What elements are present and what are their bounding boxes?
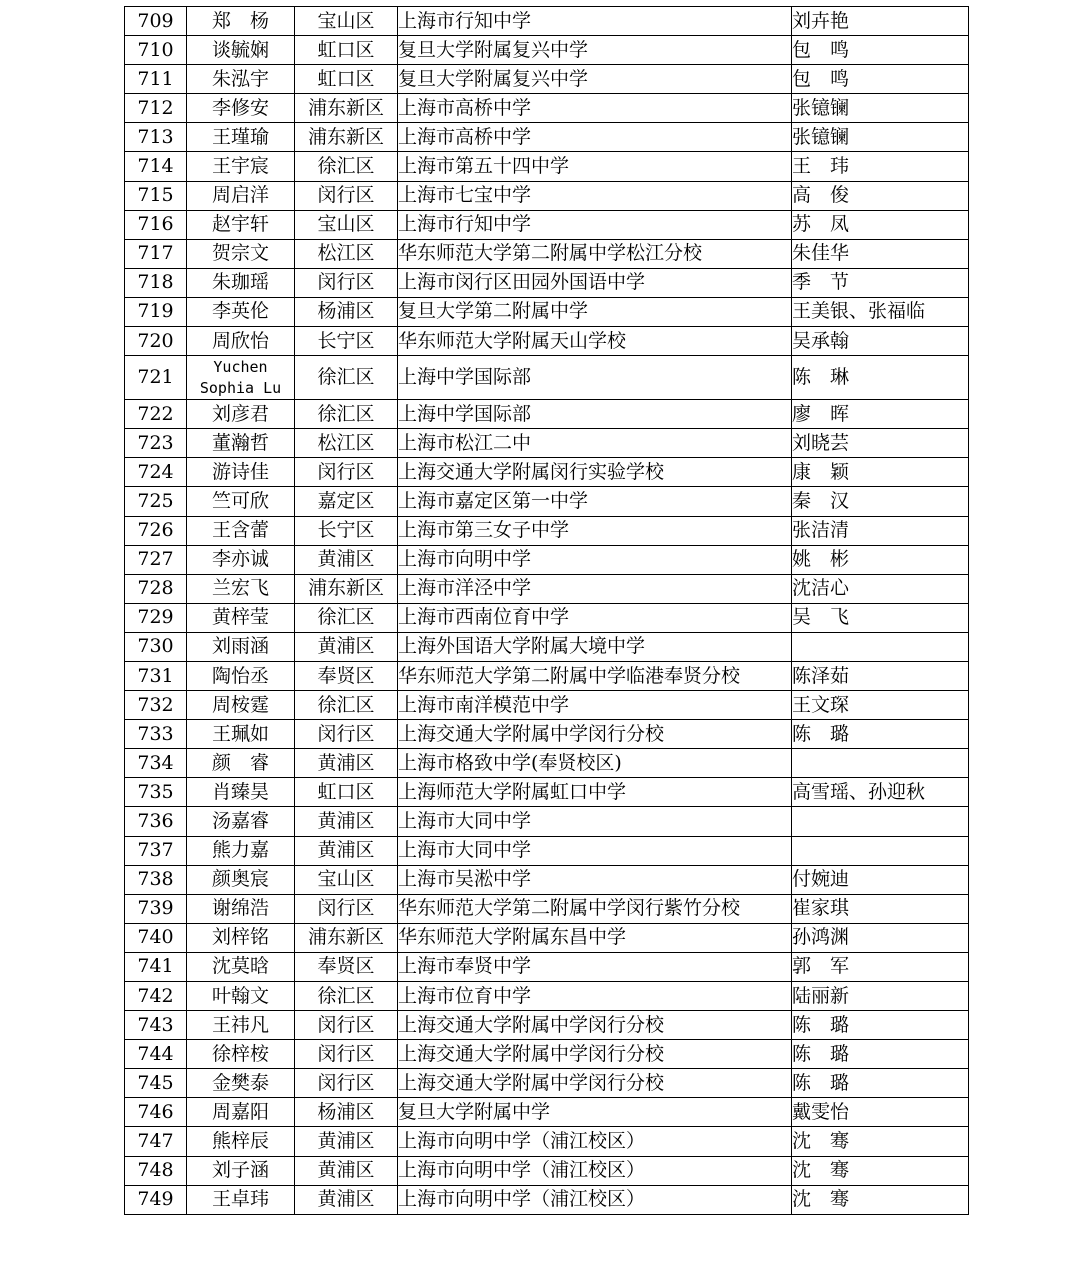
roster-table bbox=[124, 6, 969, 1215]
cell-district: 浦东新区 bbox=[295, 574, 398, 603]
cell-number: 736 bbox=[125, 807, 187, 836]
cell-district: 闵行区 bbox=[295, 268, 398, 297]
cell-school: 上海外国语大学附属大境中学 bbox=[398, 632, 792, 661]
cell-coach: 张镱镧 bbox=[792, 94, 969, 123]
cell-district: 徐汇区 bbox=[295, 691, 398, 720]
cell-district: 徐汇区 bbox=[295, 603, 398, 632]
cell-number: 744 bbox=[125, 1040, 187, 1069]
cell-school: 上海交通大学附属中学闵行分校 bbox=[398, 1069, 792, 1098]
table-row bbox=[125, 94, 969, 123]
table-row bbox=[125, 516, 969, 545]
table-row bbox=[125, 1127, 969, 1156]
cell-number: 716 bbox=[125, 210, 187, 239]
table-row bbox=[125, 952, 969, 981]
cell-student-name: 王宇宸 bbox=[187, 152, 295, 181]
cell-district: 闵行区 bbox=[295, 458, 398, 487]
cell-number: 746 bbox=[125, 1098, 187, 1127]
cell-coach: 季 节 bbox=[792, 268, 969, 297]
cell-district: 闵行区 bbox=[295, 1069, 398, 1098]
cell-student-name: 赵宇轩 bbox=[187, 210, 295, 239]
cell-school: 华东师范大学第二附属中学闵行紫竹分校 bbox=[398, 894, 792, 923]
cell-coach: 朱佳华 bbox=[792, 239, 969, 268]
table-row bbox=[125, 1185, 969, 1214]
cell-coach: 王文琛 bbox=[792, 691, 969, 720]
cell-school: 上海交通大学附属闵行实验学校 bbox=[398, 458, 792, 487]
cell-student-name: 王瑾瑜 bbox=[187, 123, 295, 152]
cell-coach: 包 鸣 bbox=[792, 65, 969, 94]
cell-student-name: 刘子涵 bbox=[187, 1156, 295, 1185]
cell-school: 华东师范大学附属天山学校 bbox=[398, 327, 792, 356]
table-row bbox=[125, 7, 969, 36]
cell-coach: 陆丽新 bbox=[792, 982, 969, 1011]
table-row bbox=[125, 836, 969, 865]
cell-student-name: 刘雨涵 bbox=[187, 632, 295, 661]
cell-coach bbox=[792, 807, 969, 836]
cell-school: 上海市吴淞中学 bbox=[398, 865, 792, 894]
cell-student-name: 贺宗文 bbox=[187, 239, 295, 268]
table-row bbox=[125, 1011, 969, 1040]
table-row bbox=[125, 239, 969, 268]
cell-school: 上海市洋泾中学 bbox=[398, 574, 792, 603]
table-row bbox=[125, 603, 969, 632]
cell-district: 松江区 bbox=[295, 429, 398, 458]
cell-school: 复旦大学第二附属中学 bbox=[398, 297, 792, 326]
cell-district: 长宁区 bbox=[295, 516, 398, 545]
cell-number: 710 bbox=[125, 36, 187, 65]
cell-coach: 沈 骞 bbox=[792, 1127, 969, 1156]
cell-coach bbox=[792, 632, 969, 661]
cell-coach: 秦 汉 bbox=[792, 487, 969, 516]
cell-number: 739 bbox=[125, 894, 187, 923]
cell-district: 闵行区 bbox=[295, 181, 398, 210]
table-row bbox=[125, 545, 969, 574]
table-row bbox=[125, 327, 969, 356]
cell-number: 745 bbox=[125, 1069, 187, 1098]
cell-student-name: 叶翰文 bbox=[187, 982, 295, 1011]
cell-coach: 王美银、张福临 bbox=[792, 297, 969, 326]
cell-district: 宝山区 bbox=[295, 865, 398, 894]
cell-school: 华东师范大学第二附属中学松江分校 bbox=[398, 239, 792, 268]
cell-student-name: 李亦诚 bbox=[187, 545, 295, 574]
cell-student-name: 郑 杨 bbox=[187, 7, 295, 36]
cell-student-name: 汤嘉睿 bbox=[187, 807, 295, 836]
cell-district: 徐汇区 bbox=[295, 982, 398, 1011]
cell-coach: 包 鸣 bbox=[792, 36, 969, 65]
cell-student-name: 周启洋 bbox=[187, 181, 295, 210]
cell-student-name: 颜奥宸 bbox=[187, 865, 295, 894]
cell-student-name: 陶怡丞 bbox=[187, 661, 295, 690]
cell-student-name: 谢绵浩 bbox=[187, 894, 295, 923]
cell-coach bbox=[792, 749, 969, 778]
cell-school: 上海市高桥中学 bbox=[398, 123, 792, 152]
cell-coach: 王 玮 bbox=[792, 152, 969, 181]
cell-student-name: 王祎凡 bbox=[187, 1011, 295, 1040]
cell-school: 复旦大学附属复兴中学 bbox=[398, 36, 792, 65]
cell-student-name: 熊力嘉 bbox=[187, 836, 295, 865]
table-row bbox=[125, 181, 969, 210]
cell-district: 黄浦区 bbox=[295, 807, 398, 836]
cell-student-name: 周欣怡 bbox=[187, 327, 295, 356]
table-row bbox=[125, 400, 969, 429]
cell-number: 747 bbox=[125, 1127, 187, 1156]
cell-number: 743 bbox=[125, 1011, 187, 1040]
cell-school: 上海市奉贤中学 bbox=[398, 952, 792, 981]
cell-student-name: 金樊泰 bbox=[187, 1069, 295, 1098]
cell-student-name: 朱珈瑶 bbox=[187, 268, 295, 297]
cell-district: 徐汇区 bbox=[295, 152, 398, 181]
table-row bbox=[125, 36, 969, 65]
cell-school: 上海中学国际部 bbox=[398, 400, 792, 429]
cell-district: 黄浦区 bbox=[295, 749, 398, 778]
cell-coach: 陈 璐 bbox=[792, 1040, 969, 1069]
cell-number: 719 bbox=[125, 297, 187, 326]
cell-school: 上海交通大学附属中学闵行分校 bbox=[398, 1011, 792, 1040]
cell-coach: 姚 彬 bbox=[792, 545, 969, 574]
cell-district: 杨浦区 bbox=[295, 1098, 398, 1127]
cell-number: 740 bbox=[125, 923, 187, 952]
cell-number: 731 bbox=[125, 661, 187, 690]
cell-number: 709 bbox=[125, 7, 187, 36]
cell-school: 上海市向明中学（浦江校区） bbox=[398, 1156, 792, 1185]
cell-district: 徐汇区 bbox=[295, 400, 398, 429]
cell-coach: 高雪瑶、孙迎秋 bbox=[792, 778, 969, 807]
cell-student-name: 谈毓娴 bbox=[187, 36, 295, 65]
cell-school: 上海市南洋模范中学 bbox=[398, 691, 792, 720]
cell-number: 734 bbox=[125, 749, 187, 778]
cell-school: 上海市向明中学（浦江校区） bbox=[398, 1127, 792, 1156]
table-row bbox=[125, 982, 969, 1011]
cell-district: 黄浦区 bbox=[295, 836, 398, 865]
cell-number: 711 bbox=[125, 65, 187, 94]
cell-school: 上海市大同中学 bbox=[398, 807, 792, 836]
cell-school: 上海市位育中学 bbox=[398, 982, 792, 1011]
cell-school: 上海中学国际部 bbox=[398, 356, 792, 400]
cell-school: 上海交通大学附属中学闵行分校 bbox=[398, 720, 792, 749]
cell-school: 上海市高桥中学 bbox=[398, 94, 792, 123]
cell-student-name: 刘梓铭 bbox=[187, 923, 295, 952]
cell-coach: 刘晓芸 bbox=[792, 429, 969, 458]
cell-school: 上海市第三女子中学 bbox=[398, 516, 792, 545]
cell-school: 上海师范大学附属虹口中学 bbox=[398, 778, 792, 807]
cell-school: 复旦大学附属复兴中学 bbox=[398, 65, 792, 94]
cell-number: 727 bbox=[125, 545, 187, 574]
cell-district: 徐汇区 bbox=[295, 356, 398, 400]
cell-coach: 吴 飞 bbox=[792, 603, 969, 632]
cell-student-name: 沈莫晗 bbox=[187, 952, 295, 981]
cell-coach: 陈 琳 bbox=[792, 356, 969, 400]
cell-number: 733 bbox=[125, 720, 187, 749]
table-row bbox=[125, 749, 969, 778]
cell-student-name: 董瀚哲 bbox=[187, 429, 295, 458]
cell-number: 741 bbox=[125, 952, 187, 981]
table-row bbox=[125, 720, 969, 749]
cell-number: 726 bbox=[125, 516, 187, 545]
cell-number: 735 bbox=[125, 778, 187, 807]
cell-student-name: 李英伦 bbox=[187, 297, 295, 326]
table-row bbox=[125, 1069, 969, 1098]
table-row bbox=[125, 356, 969, 400]
cell-district: 黄浦区 bbox=[295, 1127, 398, 1156]
table-row bbox=[125, 574, 969, 603]
cell-student-name: 李修安 bbox=[187, 94, 295, 123]
cell-student-name: 周嘉阳 bbox=[187, 1098, 295, 1127]
cell-district: 闵行区 bbox=[295, 720, 398, 749]
cell-school: 上海市闵行区田园外国语中学 bbox=[398, 268, 792, 297]
cell-coach: 戴雯怡 bbox=[792, 1098, 969, 1127]
cell-district: 虹口区 bbox=[295, 65, 398, 94]
cell-number: 722 bbox=[125, 400, 187, 429]
cell-school: 上海市行知中学 bbox=[398, 210, 792, 239]
cell-district: 浦东新区 bbox=[295, 94, 398, 123]
cell-number: 749 bbox=[125, 1185, 187, 1214]
cell-number: 724 bbox=[125, 458, 187, 487]
cell-district: 宝山区 bbox=[295, 7, 398, 36]
cell-student-name: 王珮如 bbox=[187, 720, 295, 749]
cell-school: 上海市向明中学（浦江校区） bbox=[398, 1185, 792, 1214]
cell-coach: 刘卉艳 bbox=[792, 7, 969, 36]
cell-school: 上海市格致中学(奉贤校区) bbox=[398, 749, 792, 778]
cell-number: 718 bbox=[125, 268, 187, 297]
student-name-latin: Yuchen Sophia Lu bbox=[199, 357, 282, 397]
cell-number: 720 bbox=[125, 327, 187, 356]
cell-district: 黄浦区 bbox=[295, 545, 398, 574]
table-row bbox=[125, 123, 969, 152]
cell-school: 华东师范大学附属东昌中学 bbox=[398, 923, 792, 952]
cell-number: 714 bbox=[125, 152, 187, 181]
table-row bbox=[125, 268, 969, 297]
cell-number: 728 bbox=[125, 574, 187, 603]
cell-school: 上海市大同中学 bbox=[398, 836, 792, 865]
cell-student-name: 徐梓桉 bbox=[187, 1040, 295, 1069]
cell-student-name: 王含蕾 bbox=[187, 516, 295, 545]
cell-school: 复旦大学附属中学 bbox=[398, 1098, 792, 1127]
table-row bbox=[125, 1040, 969, 1069]
cell-coach: 孙鸿渊 bbox=[792, 923, 969, 952]
cell-coach: 张洁清 bbox=[792, 516, 969, 545]
cell-district: 浦东新区 bbox=[295, 923, 398, 952]
table-row bbox=[125, 487, 969, 516]
cell-district: 长宁区 bbox=[295, 327, 398, 356]
cell-number: 732 bbox=[125, 691, 187, 720]
cell-student-name: 朱泓宇 bbox=[187, 65, 295, 94]
cell-number: 729 bbox=[125, 603, 187, 632]
cell-student-name: 黄梓莹 bbox=[187, 603, 295, 632]
cell-coach: 陈 璐 bbox=[792, 1011, 969, 1040]
table-row bbox=[125, 778, 969, 807]
cell-coach: 高 俊 bbox=[792, 181, 969, 210]
cell-student-name: 刘彦君 bbox=[187, 400, 295, 429]
table-row bbox=[125, 1156, 969, 1185]
cell-student-name: 游诗佳 bbox=[187, 458, 295, 487]
cell-district: 黄浦区 bbox=[295, 632, 398, 661]
cell-number: 717 bbox=[125, 239, 187, 268]
cell-district: 松江区 bbox=[295, 239, 398, 268]
cell-number: 721 bbox=[125, 356, 187, 400]
cell-student-name: 肖臻昊 bbox=[187, 778, 295, 807]
cell-number: 713 bbox=[125, 123, 187, 152]
cell-district: 浦东新区 bbox=[295, 123, 398, 152]
cell-coach: 沈洁心 bbox=[792, 574, 969, 603]
cell-number: 715 bbox=[125, 181, 187, 210]
cell-school: 上海市七宝中学 bbox=[398, 181, 792, 210]
cell-school: 上海市第五十四中学 bbox=[398, 152, 792, 181]
cell-coach: 张镱镧 bbox=[792, 123, 969, 152]
cell-district: 虹口区 bbox=[295, 36, 398, 65]
cell-coach: 沈 骞 bbox=[792, 1156, 969, 1185]
cell-coach: 崔家琪 bbox=[792, 894, 969, 923]
cell-coach: 沈 骞 bbox=[792, 1185, 969, 1214]
cell-school: 华东师范大学第二附属中学临港奉贤分校 bbox=[398, 661, 792, 690]
cell-district: 嘉定区 bbox=[295, 487, 398, 516]
cell-coach bbox=[792, 836, 969, 865]
cell-number: 742 bbox=[125, 982, 187, 1011]
cell-student-name: 竺可欣 bbox=[187, 487, 295, 516]
table-row bbox=[125, 807, 969, 836]
cell-number: 712 bbox=[125, 94, 187, 123]
cell-number: 737 bbox=[125, 836, 187, 865]
roster-body bbox=[125, 7, 969, 1215]
cell-number: 725 bbox=[125, 487, 187, 516]
table-row bbox=[125, 894, 969, 923]
cell-number: 738 bbox=[125, 865, 187, 894]
cell-coach: 郭 军 bbox=[792, 952, 969, 981]
cell-coach: 陈 璐 bbox=[792, 720, 969, 749]
table-row bbox=[125, 1098, 969, 1127]
table-row bbox=[125, 152, 969, 181]
cell-student-name bbox=[187, 356, 295, 400]
table-row bbox=[125, 691, 969, 720]
cell-district: 黄浦区 bbox=[295, 1156, 398, 1185]
cell-coach: 康 颖 bbox=[792, 458, 969, 487]
cell-school: 上海市行知中学 bbox=[398, 7, 792, 36]
cell-number: 748 bbox=[125, 1156, 187, 1185]
cell-student-name: 颜 睿 bbox=[187, 749, 295, 778]
cell-coach: 苏 凤 bbox=[792, 210, 969, 239]
cell-district: 宝山区 bbox=[295, 210, 398, 239]
cell-district: 闵行区 bbox=[295, 1040, 398, 1069]
table-row bbox=[125, 458, 969, 487]
cell-student-name: 王卓玮 bbox=[187, 1185, 295, 1214]
cell-school: 上海交通大学附属中学闵行分校 bbox=[398, 1040, 792, 1069]
cell-coach: 付婉迪 bbox=[792, 865, 969, 894]
cell-school: 上海市西南位育中学 bbox=[398, 603, 792, 632]
table-row bbox=[125, 865, 969, 894]
cell-coach: 陈 璐 bbox=[792, 1069, 969, 1098]
cell-district: 虹口区 bbox=[295, 778, 398, 807]
cell-district: 闵行区 bbox=[295, 1011, 398, 1040]
table-row bbox=[125, 65, 969, 94]
cell-student-name: 周桉霆 bbox=[187, 691, 295, 720]
cell-district: 闵行区 bbox=[295, 894, 398, 923]
cell-district: 杨浦区 bbox=[295, 297, 398, 326]
table-row bbox=[125, 210, 969, 239]
cell-number: 723 bbox=[125, 429, 187, 458]
cell-student-name: 熊梓辰 bbox=[187, 1127, 295, 1156]
table-row bbox=[125, 661, 969, 690]
cell-district: 奉贤区 bbox=[295, 952, 398, 981]
cell-coach: 吴承翰 bbox=[792, 327, 969, 356]
table-row bbox=[125, 297, 969, 326]
cell-school: 上海市嘉定区第一中学 bbox=[398, 487, 792, 516]
cell-district: 奉贤区 bbox=[295, 661, 398, 690]
cell-school: 上海市向明中学 bbox=[398, 545, 792, 574]
cell-district: 黄浦区 bbox=[295, 1185, 398, 1214]
table-row bbox=[125, 632, 969, 661]
cell-coach: 廖 晖 bbox=[792, 400, 969, 429]
cell-coach: 陈泽茹 bbox=[792, 661, 969, 690]
table-row bbox=[125, 923, 969, 952]
table-row bbox=[125, 429, 969, 458]
cell-student-name: 兰宏飞 bbox=[187, 574, 295, 603]
cell-school: 上海市松江二中 bbox=[398, 429, 792, 458]
cell-number: 730 bbox=[125, 632, 187, 661]
